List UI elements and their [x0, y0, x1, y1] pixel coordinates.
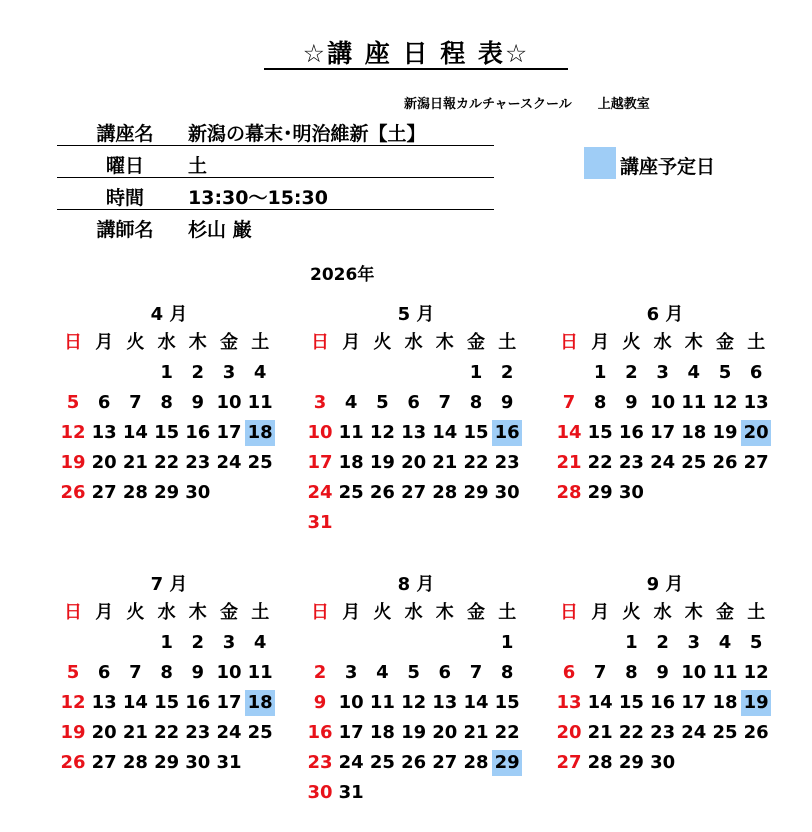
weekday-header: 火 — [622, 332, 641, 353]
weekday-header: 日 — [64, 332, 82, 353]
day-cell: 13 — [401, 422, 427, 443]
day-cell: 31 — [216, 752, 242, 773]
day-cell: 9 — [500, 392, 514, 413]
month-calendar — [58, 570, 280, 810]
legend-swatch — [584, 147, 616, 179]
day-cell: 5 — [407, 662, 420, 683]
day-cell: 27 — [556, 752, 582, 773]
page-title: ☆講 座 日 程 表☆ — [302, 39, 530, 68]
day-cell: 11 — [681, 392, 707, 413]
month-title: 9 月 — [646, 574, 684, 595]
day-cell: 5 — [376, 392, 389, 413]
day-cell: 29 — [154, 752, 180, 773]
day-cell: 23 — [494, 452, 520, 473]
day-cell: 23 — [618, 452, 644, 473]
day-cell: 10 — [307, 422, 333, 443]
day-cell: 13 — [432, 692, 458, 713]
day-cell: 18 — [712, 692, 738, 713]
day-cell: 13 — [91, 692, 117, 713]
day-cell: 1 — [160, 632, 173, 653]
day-cell: 6 — [562, 662, 576, 683]
month-title: 6 月 — [646, 304, 684, 325]
time-value: 13:30～15:30 — [188, 187, 328, 209]
day-cell: 4 — [687, 362, 701, 383]
day-cell: 23 — [307, 752, 333, 773]
day-cell: 4 — [253, 632, 267, 653]
day-cell: 15 — [154, 692, 180, 713]
day-cell: 20 — [556, 722, 582, 743]
day-cell: 3 — [222, 632, 236, 653]
day-cell: 30 — [185, 752, 211, 773]
weekday-header: 月 — [591, 332, 610, 353]
day-cell: 13 — [743, 392, 769, 413]
day-cell: 14 — [587, 692, 613, 713]
month-calendar — [305, 570, 527, 810]
weekday-header: 木 — [435, 332, 454, 353]
weekday-header: 金 — [716, 602, 734, 623]
weekday-row — [57, 147, 494, 178]
day-cell: 10 — [216, 662, 242, 683]
day-cell: 29 — [463, 482, 489, 503]
day-cell: 5 — [718, 362, 732, 383]
instructor-label: 講師名 — [96, 219, 154, 241]
day-cell: 21 — [556, 452, 582, 473]
weekday-header: 月 — [95, 332, 114, 353]
course-name-value: 新潟の幕末･明治維新【土】 — [188, 123, 426, 145]
day-cell: 26 — [369, 482, 395, 503]
day-cell: 22 — [463, 452, 489, 473]
day-cell: 30 — [618, 482, 644, 503]
day-cell: 11 — [338, 422, 364, 443]
weekday-header: 土 — [747, 602, 766, 623]
weekday-header: 水 — [653, 602, 672, 623]
day-cell: 9 — [191, 392, 205, 413]
day-cell: 16 — [185, 422, 211, 443]
day-cell: 14 — [432, 422, 458, 443]
day-cell: 7 — [438, 392, 452, 413]
day-cell: 16 — [618, 422, 644, 443]
day-cell: 6 — [749, 362, 763, 383]
day-cell: 3 — [222, 362, 236, 383]
day-cell: 4 — [718, 632, 732, 653]
day-cell: 28 — [432, 482, 458, 503]
day-cell: 10 — [338, 692, 364, 713]
day-cell: 20 — [91, 452, 117, 473]
day-cell: 14 — [556, 422, 582, 443]
day-cell: 1 — [160, 362, 173, 383]
month-title: 4 月 — [150, 304, 188, 325]
day-cell: 15 — [587, 422, 613, 443]
day-cell: 2 — [656, 632, 669, 653]
weekday-header: 火 — [622, 602, 641, 623]
day-cell: 26 — [60, 482, 86, 503]
day-cell: 13 — [91, 422, 117, 443]
day-cell: 12 — [60, 422, 86, 443]
weekday-header: 金 — [220, 602, 238, 623]
weekday-header: 土 — [498, 602, 517, 623]
day-cell: 29 — [154, 482, 180, 503]
day-cell: 5 — [66, 392, 80, 413]
day-cell: 1 — [469, 362, 483, 383]
instructor-row — [57, 211, 494, 241]
weekday-header: 木 — [435, 602, 454, 623]
weekday-header: 木 — [188, 602, 207, 623]
day-cell: 4 — [344, 392, 358, 413]
day-cell: 24 — [650, 452, 676, 473]
weekday-header: 水 — [653, 332, 672, 353]
day-cell: 16 — [185, 692, 211, 713]
weekday-header: 水 — [404, 602, 423, 623]
month-title: 8 月 — [397, 574, 435, 595]
day-cell: 16 — [650, 692, 676, 713]
title-underline — [264, 68, 568, 70]
day-cell: 29 — [587, 482, 613, 503]
month-title: 7 月 — [150, 574, 188, 595]
day-cell: 15 — [463, 422, 489, 443]
weekday-header: 木 — [684, 602, 703, 623]
day-cell: 2 — [191, 362, 205, 383]
day-cell: 17 — [681, 692, 707, 713]
weekday-header: 日 — [560, 332, 578, 353]
day-cell: 21 — [432, 452, 458, 473]
day-cell: 20 — [432, 722, 458, 743]
day-cell: 3 — [687, 632, 701, 653]
weekday-value: 土 — [188, 155, 208, 177]
day-cell: 24 — [307, 482, 333, 503]
day-cell: 17 — [338, 722, 364, 743]
day-cell: 2 — [191, 632, 205, 653]
day-cell: 28 — [122, 482, 148, 503]
day-cell: 25 — [338, 482, 364, 503]
day-cell: 14 — [463, 692, 489, 713]
weekday-header: 火 — [373, 332, 392, 353]
day-cell: 6 — [438, 662, 452, 683]
day-cell: 9 — [191, 662, 205, 683]
weekday-header: 日 — [64, 602, 82, 623]
year-label: 2026年 — [310, 265, 375, 285]
weekday-header: 月 — [95, 602, 114, 623]
weekday-header: 土 — [498, 332, 517, 353]
day-cell: 7 — [469, 662, 483, 683]
day-cell: 8 — [160, 392, 173, 413]
day-cell: 15 — [494, 692, 520, 713]
month-calendar — [554, 570, 776, 810]
day-cell: 24 — [338, 752, 364, 773]
day-cell: 16 — [307, 722, 333, 743]
day-cell: 26 — [401, 752, 427, 773]
day-cell: 9 — [313, 692, 327, 713]
day-cell: 8 — [593, 392, 607, 413]
day-cell: 13 — [556, 692, 582, 713]
day-cell: 5 — [66, 662, 80, 683]
day-cell: 26 — [712, 452, 738, 473]
day-cell: 6 — [97, 392, 111, 413]
weekday-label: 曜日 — [105, 155, 144, 177]
day-cell: 27 — [401, 482, 427, 503]
day-cell: 8 — [160, 662, 173, 683]
course-day-cell: 18 — [245, 420, 275, 446]
day-cell: 30 — [494, 482, 520, 503]
weekday-header: 日 — [311, 332, 329, 353]
day-cell: 1 — [593, 362, 607, 383]
course-name-row — [57, 115, 494, 146]
day-cell: 12 — [743, 662, 769, 683]
day-cell: 22 — [494, 722, 520, 743]
month-title: 5 月 — [397, 304, 435, 325]
legend-label: 講座予定日 — [620, 156, 716, 178]
day-cell: 29 — [618, 752, 644, 773]
day-cell: 8 — [625, 662, 638, 683]
day-cell: 25 — [369, 752, 395, 773]
course-name-label: 講座名 — [96, 123, 154, 145]
month-calendar — [305, 300, 527, 540]
weekday-header: 土 — [747, 332, 766, 353]
day-cell: 21 — [122, 722, 148, 743]
month-calendar — [554, 300, 776, 540]
day-cell: 19 — [60, 452, 86, 473]
weekday-header: 木 — [684, 332, 703, 353]
day-cell: 24 — [216, 722, 242, 743]
day-cell: 27 — [432, 752, 458, 773]
weekday-header: 金 — [220, 332, 238, 353]
day-cell: 22 — [154, 722, 180, 743]
weekday-header: 土 — [251, 602, 270, 623]
weekday-header: 土 — [251, 332, 270, 353]
day-cell: 28 — [587, 752, 613, 773]
day-cell: 3 — [344, 662, 358, 683]
day-cell: 28 — [556, 482, 582, 503]
day-cell: 28 — [122, 752, 148, 773]
time-label: 時間 — [105, 187, 144, 209]
day-cell: 19 — [60, 722, 86, 743]
day-cell: 31 — [307, 512, 333, 533]
day-cell: 12 — [369, 422, 395, 443]
course-day-cell: 20 — [741, 420, 771, 446]
day-cell: 27 — [743, 452, 769, 473]
weekday-header: 火 — [373, 602, 392, 623]
day-cell: 1 — [500, 632, 514, 653]
day-cell: 14 — [122, 422, 148, 443]
day-cell: 4 — [253, 362, 267, 383]
day-cell: 11 — [712, 662, 738, 683]
weekday-header: 月 — [591, 602, 610, 623]
day-cell: 22 — [154, 452, 180, 473]
day-cell: 26 — [743, 722, 769, 743]
course-day-cell: 16 — [492, 420, 522, 446]
instructor-value: 杉山 巌 — [188, 219, 252, 241]
day-cell: 23 — [650, 722, 676, 743]
weekday-header: 日 — [560, 602, 578, 623]
day-cell: 21 — [122, 452, 148, 473]
day-cell: 10 — [216, 392, 242, 413]
day-cell: 20 — [91, 722, 117, 743]
day-cell: 14 — [122, 692, 148, 713]
day-cell: 10 — [681, 662, 707, 683]
day-cell: 6 — [97, 662, 111, 683]
day-cell: 15 — [154, 422, 180, 443]
day-cell: 2 — [313, 662, 327, 683]
weekday-header: 火 — [126, 602, 145, 623]
time-row — [57, 179, 494, 210]
day-cell: 8 — [500, 662, 514, 683]
day-cell: 19 — [712, 422, 738, 443]
weekday-header: 火 — [126, 332, 145, 353]
weekday-header: 金 — [467, 332, 485, 353]
day-cell: 10 — [650, 392, 676, 413]
day-cell: 11 — [247, 392, 273, 413]
day-cell: 25 — [712, 722, 738, 743]
day-cell: 24 — [216, 452, 242, 473]
weekday-header: 月 — [342, 602, 361, 623]
day-cell: 7 — [562, 392, 576, 413]
weekday-header: 日 — [311, 602, 329, 623]
day-cell: 17 — [307, 452, 333, 473]
day-cell: 19 — [401, 722, 427, 743]
day-cell: 3 — [656, 362, 669, 383]
day-cell: 7 — [593, 662, 607, 683]
day-cell: 11 — [247, 662, 273, 683]
day-cell: 30 — [650, 752, 676, 773]
course-day-cell: 29 — [492, 750, 522, 776]
day-cell: 9 — [656, 662, 669, 683]
day-cell: 12 — [401, 692, 427, 713]
day-cell: 30 — [185, 482, 211, 503]
day-cell: 7 — [129, 662, 142, 683]
day-cell: 26 — [60, 752, 86, 773]
day-cell: 23 — [185, 722, 211, 743]
weekday-header: 金 — [716, 332, 734, 353]
day-cell: 18 — [681, 422, 707, 443]
day-cell: 7 — [129, 392, 142, 413]
day-cell: 24 — [681, 722, 707, 743]
day-cell: 22 — [587, 452, 613, 473]
course-day-cell: 19 — [741, 690, 771, 716]
day-cell: 18 — [338, 452, 364, 473]
day-cell: 25 — [247, 452, 273, 473]
day-cell: 30 — [307, 782, 333, 803]
day-cell: 8 — [469, 392, 483, 413]
school-name: 新潟日報カルチャースクール 上越教室 — [404, 97, 650, 112]
day-cell: 12 — [60, 692, 86, 713]
weekday-header: 月 — [342, 332, 361, 353]
day-cell: 19 — [369, 452, 395, 473]
day-cell: 17 — [216, 692, 242, 713]
weekday-header: 金 — [467, 602, 485, 623]
weekday-header: 木 — [188, 332, 207, 353]
day-cell: 27 — [91, 482, 117, 503]
day-cell: 22 — [618, 722, 644, 743]
day-cell: 17 — [650, 422, 676, 443]
day-cell: 17 — [216, 422, 242, 443]
weekday-header: 水 — [157, 332, 176, 353]
day-cell: 25 — [247, 722, 273, 743]
day-cell: 31 — [338, 782, 364, 803]
day-cell: 25 — [681, 452, 707, 473]
day-cell: 23 — [185, 452, 211, 473]
day-cell: 2 — [625, 362, 638, 383]
day-cell: 27 — [91, 752, 117, 773]
course-day-cell: 18 — [245, 690, 275, 716]
day-cell: 21 — [463, 722, 489, 743]
day-cell: 6 — [407, 392, 420, 413]
weekday-header: 水 — [157, 602, 176, 623]
day-cell: 28 — [463, 752, 489, 773]
day-cell: 20 — [401, 452, 427, 473]
day-cell: 2 — [500, 362, 514, 383]
day-cell: 4 — [376, 662, 389, 683]
month-calendar — [58, 300, 280, 540]
weekday-header: 水 — [404, 332, 423, 353]
day-cell: 1 — [625, 632, 638, 653]
day-cell: 21 — [587, 722, 613, 743]
day-cell: 5 — [749, 632, 763, 653]
day-cell: 12 — [712, 392, 738, 413]
day-cell: 15 — [618, 692, 644, 713]
day-cell: 18 — [369, 722, 395, 743]
day-cell: 11 — [369, 692, 395, 713]
day-cell: 3 — [313, 392, 327, 413]
day-cell: 9 — [625, 392, 638, 413]
